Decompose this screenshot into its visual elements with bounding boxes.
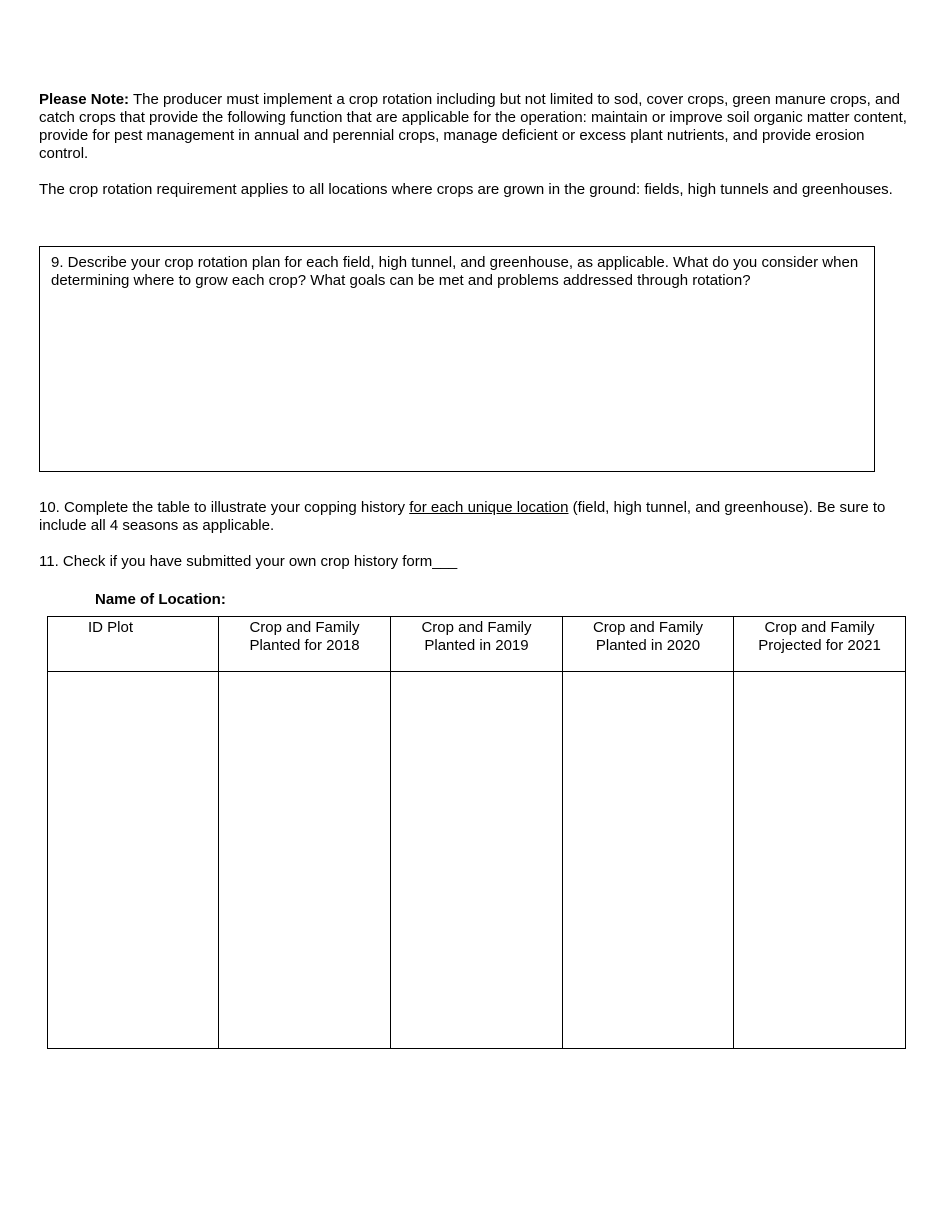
header-line: Planted for 2018	[249, 637, 360, 654]
column-header-2021	[734, 617, 906, 672]
header-line: Planted in 2020	[595, 637, 701, 654]
column-header-2018	[219, 617, 391, 672]
header-line: Crop and Family	[249, 619, 360, 636]
question-10-underlined-text: for each unique location	[409, 499, 569, 516]
table-row	[48, 672, 906, 1049]
header-line: Planted in 2019	[424, 637, 529, 654]
please-note-paragraph	[39, 91, 915, 163]
crop-2018-cell[interactable]	[219, 672, 391, 1049]
question-10-paragraph	[39, 499, 915, 535]
column-header-2020	[563, 617, 734, 672]
column-header-id-plot	[48, 617, 219, 672]
location-name-label: Name of Location:	[95, 591, 226, 608]
crop-2020-cell[interactable]	[563, 672, 734, 1049]
please-note-label: Please Note:	[39, 91, 130, 108]
table-header-row	[48, 617, 906, 672]
question-9-text: 9. Describe your crop rotation plan for each field, high tunnel, and greenhouse, as applicable. What do you consider when determining where to grow each crop? What goals can be met and problems addressed through rotation?	[51, 254, 859, 289]
header-line: Crop and Family	[421, 619, 532, 636]
header-line: ID Plot	[88, 619, 134, 636]
question-9-answer-box[interactable]	[39, 246, 875, 472]
question-10-text-start: 10. Complete the table to illustrate your copping history	[39, 499, 410, 516]
header-line: Crop and Family	[592, 619, 704, 636]
crop-2019-cell[interactable]	[391, 672, 563, 1049]
crop-history-table	[47, 616, 906, 1049]
question-10-text-end: (field, high tunnel, and greenhouse). Be sure to include all 4 seasons as applicable.	[39, 499, 886, 534]
rotation-requirement-paragraph: The crop rotation requirement applies to all locations where crops are grown in the ground: fields, high tunnels and greenhouses.	[39, 181, 893, 198]
crop-2021-cell[interactable]	[734, 672, 906, 1049]
column-header-2019	[391, 617, 563, 672]
header-line: Projected for 2021	[758, 637, 881, 654]
id-plot-cell[interactable]	[48, 672, 219, 1049]
header-line: Crop and Family	[764, 619, 875, 636]
please-note-text: The producer must implement a crop rotation including but not limited to sod, cover crops, green manure crops, and catch crops that provide the following function that are applicable for the operation: maintain or improve soil organic matter content, provide for pest management in annual and perennial crops, manage deficient or excess plant nutrients, and provide erosion control.	[39, 91, 907, 162]
question-11-text[interactable]: 11. Check if you have submitted your own crop history form___	[39, 553, 458, 570]
